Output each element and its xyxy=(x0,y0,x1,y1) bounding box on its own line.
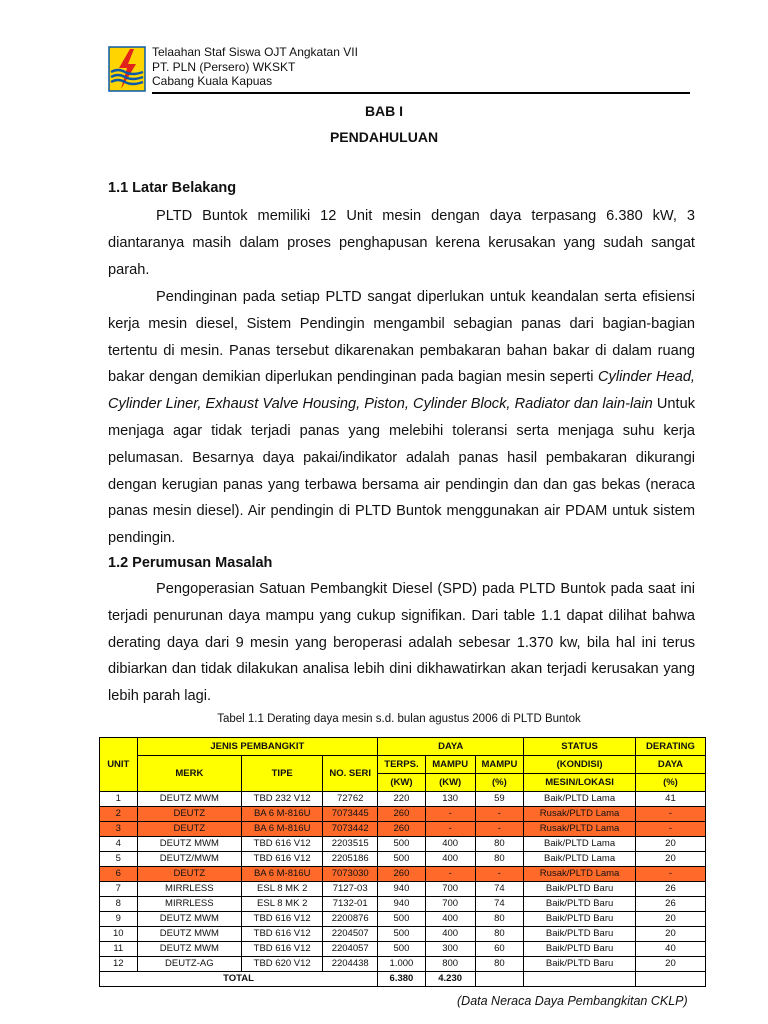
total-terps: 6.380 xyxy=(378,972,426,987)
header-derating: DERATING xyxy=(635,738,705,756)
table-total-row xyxy=(100,972,706,987)
cell-derating: 40 xyxy=(635,942,705,957)
cell-status: Baik/PLTD Lama xyxy=(524,852,636,867)
cell-terps: 940 xyxy=(378,897,426,912)
cell-mampu-pct: 80 xyxy=(475,957,524,972)
cell-merk: DEUTZ MWM xyxy=(137,792,242,807)
cell-unit: 6 xyxy=(100,867,138,882)
cell-mampu-kw: 400 xyxy=(425,837,475,852)
cell-mampu-kw: 130 xyxy=(425,792,475,807)
chapter-title: PENDAHULUAN xyxy=(329,129,439,145)
cell-derating: 26 xyxy=(635,882,705,897)
cell-tipe: BA 6 M-816U xyxy=(242,867,323,882)
cell-derating: 20 xyxy=(635,837,705,852)
cell-mampu-pct: 74 xyxy=(475,882,524,897)
cell-unit: 8 xyxy=(100,897,138,912)
cell-no-seri: 7127-03 xyxy=(323,882,378,897)
table-row xyxy=(100,912,706,927)
cell-merk: MIRRLESS xyxy=(137,882,242,897)
cell-derating: - xyxy=(635,822,705,837)
cell-status: Baik/PLTD Baru xyxy=(524,942,636,957)
header-daya: DAYA xyxy=(378,738,524,756)
cell-tipe: TBD 616 V12 xyxy=(242,837,323,852)
cell-derating: 41 xyxy=(635,792,705,807)
cell-mampu-pct: 60 xyxy=(475,942,524,957)
cell-status: Baik/PLTD Baru xyxy=(524,882,636,897)
cell-tipe: TBD 616 V12 xyxy=(242,852,323,867)
cell-unit: 11 xyxy=(100,942,138,957)
cell-derating: 20 xyxy=(635,957,705,972)
cell-terps: 220 xyxy=(378,792,426,807)
paragraph-latar-belakang-1: PLTD Buntok memiliki 12 Unit mesin dengan daya terpasang 6.380 kW, 3 diantaranya masih dalam proses penghapusan kerena kerusakan yang sudah sangat parah. xyxy=(108,208,695,278)
table-row xyxy=(100,927,706,942)
cell-mampu-pct: 80 xyxy=(475,912,524,927)
cell-unit: 1 xyxy=(100,792,138,807)
table-body xyxy=(100,792,706,972)
cell-terps: 500 xyxy=(378,837,426,852)
cell-mampu-kw: 800 xyxy=(425,957,475,972)
table-row xyxy=(100,942,706,957)
chapter-label: BAB I xyxy=(364,103,404,119)
cell-terps: 500 xyxy=(378,912,426,927)
paragraph-latar-belakang-2 xyxy=(108,284,695,552)
cell-merk: DEUTZ xyxy=(137,867,242,882)
header-terps-unit: (KW) xyxy=(378,774,426,792)
header-line-3: Cabang Kuala Kapuas xyxy=(152,74,273,88)
header-mampu-kw: MAMPU xyxy=(425,756,475,774)
cell-status: Baik/PLTD Lama xyxy=(524,837,636,852)
table-caption: Tabel 1.1 Derating daya mesin s.d. bulan agustus 2006 di PLTD Buntok xyxy=(217,713,581,725)
cell-mampu-pct: - xyxy=(475,807,524,822)
cell-merk: DEUTZ MWM xyxy=(137,912,242,927)
cell-no-seri: 2203515 xyxy=(323,837,378,852)
cell-terps: 1.000 xyxy=(378,957,426,972)
header-rule xyxy=(152,92,690,94)
table-row xyxy=(100,792,706,807)
cell-unit: 12 xyxy=(100,957,138,972)
table-header xyxy=(100,738,706,792)
cell-unit: 3 xyxy=(100,822,138,837)
cell-mampu-kw: 700 xyxy=(425,897,475,912)
header-terps: TERPS. xyxy=(378,756,426,774)
cell-status: Rusak/PLTD Lama xyxy=(524,867,636,882)
cell-status: Baik/PLTD Lama xyxy=(524,792,636,807)
header-kondisi: (KONDISI) xyxy=(524,756,636,774)
cell-status: Baik/PLTD Baru xyxy=(524,927,636,942)
cell-tipe: BA 6 M-816U xyxy=(242,822,323,837)
total-empty-3 xyxy=(635,972,705,987)
cell-tipe: ESL 8 MK 2 xyxy=(242,882,323,897)
total-empty-1 xyxy=(475,972,524,987)
header-jenis-pembangkit: JENIS PEMBANGKIT xyxy=(137,738,378,756)
cell-no-seri: 7073445 xyxy=(323,807,378,822)
cell-no-seri: 2204507 xyxy=(323,927,378,942)
cell-mampu-pct: 74 xyxy=(475,897,524,912)
cell-merk: DEUTZ-AG xyxy=(137,957,242,972)
header-daya-derating: DAYA xyxy=(635,756,705,774)
paragraph-text-c: Untuk menjaga agar tidak terjadi panas yang melebihi toleransi serta menjaga suhu kerja pelumasan. Besarnya daya pakai/indikator adalah panas hasil pembakaran dikurangi dengan kerugian panas yang terbawa bersama air pendingin dan dan gas bekas (neraca panas mesin diesel). Air pendingin di PLTD Buntok menggunakan air PDAM untuk sistem pendingin. xyxy=(108,396,695,547)
cell-tipe: TBD 620 V12 xyxy=(242,957,323,972)
header-mesin-lokasi: MESIN/LOKASI xyxy=(524,774,636,792)
cell-unit: 7 xyxy=(100,882,138,897)
total-mampu: 4.230 xyxy=(425,972,475,987)
derating-table xyxy=(99,737,706,987)
cell-no-seri: 7073030 xyxy=(323,867,378,882)
header-mampu-pct-unit: (%) xyxy=(475,774,524,792)
cell-mampu-kw: - xyxy=(425,867,475,882)
total-label: TOTAL xyxy=(100,972,378,987)
cell-unit: 9 xyxy=(100,912,138,927)
cell-no-seri: 2205186 xyxy=(323,852,378,867)
header-unit: UNIT xyxy=(100,738,138,792)
cell-merk: DEUTZ MWM xyxy=(137,942,242,957)
header-derating-unit: (%) xyxy=(635,774,705,792)
cell-mampu-pct: 59 xyxy=(475,792,524,807)
cell-mampu-kw: 400 xyxy=(425,912,475,927)
cell-mampu-kw: 400 xyxy=(425,927,475,942)
cell-mampu-kw: - xyxy=(425,807,475,822)
cell-merk: DEUTZ xyxy=(137,807,242,822)
table-row xyxy=(100,852,706,867)
cell-no-seri: 2204438 xyxy=(323,957,378,972)
cell-status: Baik/PLTD Baru xyxy=(524,957,636,972)
cell-unit: 2 xyxy=(100,807,138,822)
cell-terps: 500 xyxy=(378,927,426,942)
cell-terps: 940 xyxy=(378,882,426,897)
cell-merk: DEUTZ MWM xyxy=(137,927,242,942)
cell-terps: 500 xyxy=(378,852,426,867)
cell-no-seri: 72762 xyxy=(323,792,378,807)
header-line-1: Telaahan Staf Siswa OJT Angkatan VII xyxy=(152,45,358,59)
total-empty-2 xyxy=(524,972,636,987)
cell-derating: 26 xyxy=(635,897,705,912)
pln-logo-icon xyxy=(108,46,146,92)
cell-unit: 10 xyxy=(100,927,138,942)
cell-derating: 20 xyxy=(635,852,705,867)
table-source: (Data Neraca Daya Pembangkitan CKLP) xyxy=(457,994,688,1008)
cell-no-seri: 7073442 xyxy=(323,822,378,837)
cell-tipe: TBD 616 V12 xyxy=(242,912,323,927)
header-status: STATUS xyxy=(524,738,636,756)
paragraph-perumusan-masalah: Pengoperasian Satuan Pembangkit Diesel (SPD) pada PLTD Buntok pada saat ini terjadi penurunan daya mampu yang cukup signifikan. Dari table 1.1 dapat dilihat bahwa derating daya dari 9 mesin yang beroperasi adalah sebesar 1.370 kw, bila hal ini terus dibiarkan dan tidak dilakukan analisa lebih dini dikhawatirkan akan terjadi kerusakan yang lebih parah lagi. xyxy=(108,581,695,705)
header-mampu-unit: (KW) xyxy=(425,774,475,792)
cell-derating: 20 xyxy=(635,912,705,927)
header-no-seri: NO. SERI xyxy=(323,756,378,792)
table-row xyxy=(100,957,706,972)
cell-no-seri: 7132-01 xyxy=(323,897,378,912)
cell-tipe: ESL 8 MK 2 xyxy=(242,897,323,912)
cell-mampu-kw: 400 xyxy=(425,852,475,867)
cell-mampu-kw: 300 xyxy=(425,942,475,957)
cell-terps: 500 xyxy=(378,942,426,957)
cell-no-seri: 2200876 xyxy=(323,912,378,927)
cell-mampu-pct: 80 xyxy=(475,837,524,852)
header-tipe: TIPE xyxy=(242,756,323,792)
cell-derating: - xyxy=(635,867,705,882)
cell-tipe: TBD 616 V12 xyxy=(242,942,323,957)
table-row xyxy=(100,822,706,837)
cell-mampu-kw: - xyxy=(425,822,475,837)
cell-merk: DEUTZ MWM xyxy=(137,837,242,852)
cell-terps: 260 xyxy=(378,807,426,822)
table-row xyxy=(100,837,706,852)
cell-tipe: TBD 232 V12 xyxy=(242,792,323,807)
cell-mampu-pct: 80 xyxy=(475,927,524,942)
cell-derating: - xyxy=(635,807,705,822)
document-header xyxy=(152,45,358,89)
cell-merk: MIRRLESS xyxy=(137,897,242,912)
section-heading-1-2: 1.2 Perumusan Masalah xyxy=(108,555,273,571)
cell-derating: 20 xyxy=(635,927,705,942)
header-merk: MERK xyxy=(137,756,242,792)
paragraph-text-a: Pendinginan pada setiap PLTD sangat diperlukan untuk keandalan serta efisiensi kerja mesin diesel, Sistem Pendingin mengambil sebagian panas dari bagian-bagian tertentu di mesin. Panas tersebut dikarenakan pembakaran bahan bakar di dalam ruang bakar dengan demikian diperlukan pendinginan pada bagian mesin seperti xyxy=(108,289,695,386)
cell-mampu-pct: - xyxy=(475,822,524,837)
cell-mampu-kw: 700 xyxy=(425,882,475,897)
cell-unit: 4 xyxy=(100,837,138,852)
cell-merk: DEUTZ xyxy=(137,822,242,837)
cell-merk: DEUTZ/MWM xyxy=(137,852,242,867)
table-row xyxy=(100,807,706,822)
cell-terps: 260 xyxy=(378,867,426,882)
section-heading-1-1: 1.1 Latar Belakang xyxy=(108,180,237,196)
paragraph-text-italic: Cylinder Head, Cylinder Liner, Exhaust Valve Housing, Piston, Cylinder Block, Radiator dan lain-lain xyxy=(108,369,695,413)
cell-tipe: TBD 616 V12 xyxy=(242,927,323,942)
cell-mampu-pct: - xyxy=(475,867,524,882)
header-line-2: PT. PLN (Persero) WKSKT xyxy=(152,59,296,74)
cell-status: Rusak/PLTD Lama xyxy=(524,822,636,837)
header-mampu-pct: MAMPU xyxy=(475,756,524,774)
table-row xyxy=(100,897,706,912)
cell-no-seri: 2204057 xyxy=(323,942,378,957)
table-row xyxy=(100,882,706,897)
cell-mampu-pct: 80 xyxy=(475,852,524,867)
cell-unit: 5 xyxy=(100,852,138,867)
cell-status: Baik/PLTD Baru xyxy=(524,897,636,912)
cell-status: Rusak/PLTD Lama xyxy=(524,807,636,822)
cell-terps: 260 xyxy=(378,822,426,837)
cell-tipe: BA 6 M-816U xyxy=(242,807,323,822)
table-row xyxy=(100,867,706,882)
cell-status: Baik/PLTD Baru xyxy=(524,912,636,927)
